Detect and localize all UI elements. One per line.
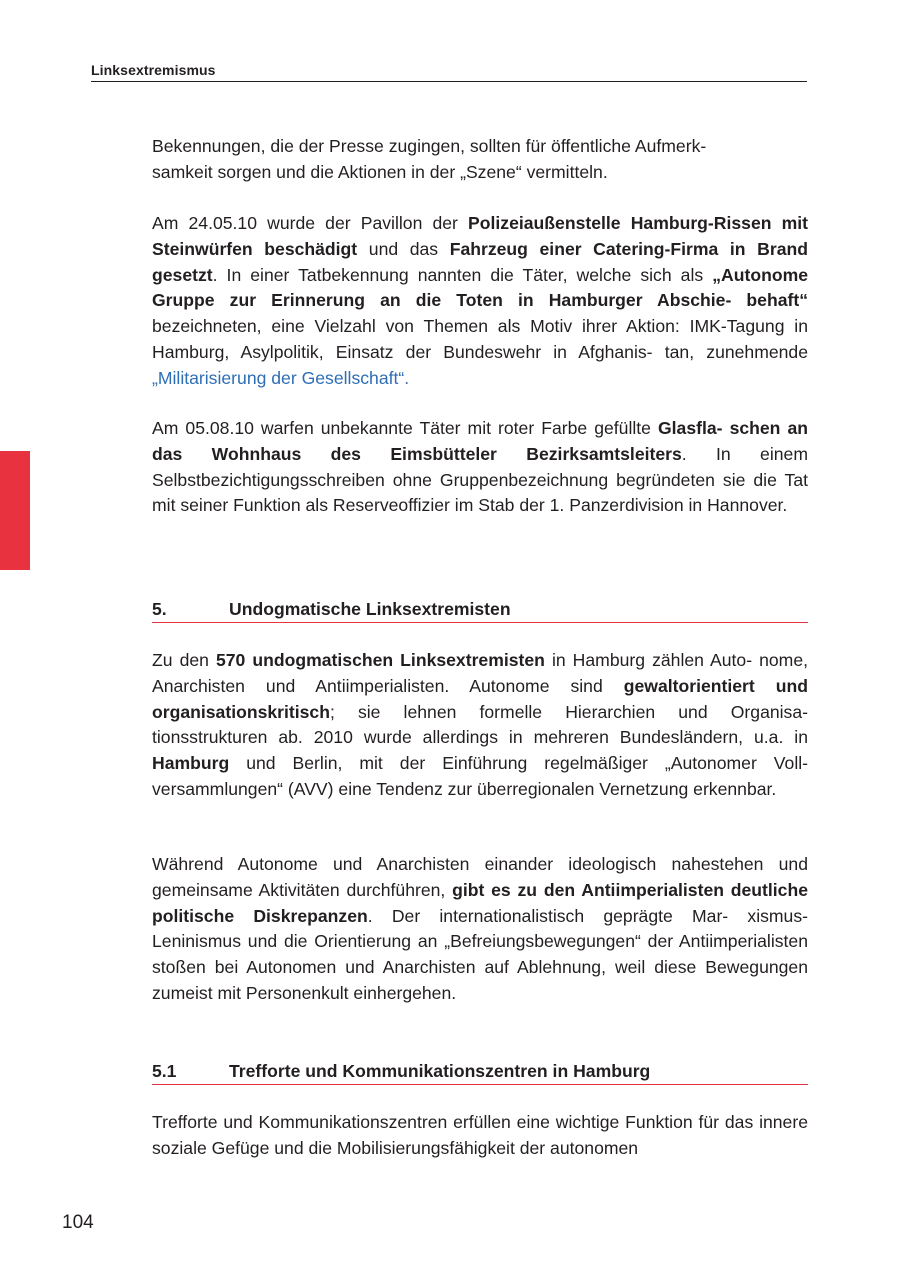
p3-bold: schen an das Wohnhaus des Eimsbütteler Bezirksamtsleiters xyxy=(152,418,808,464)
p5-text: xismus-Leninismus und die Orientierung an „Befreiungsbewegungen“ der Antiimperialisten stoßen bei Autonomen und Anarchisten auf Ablehnung, weil diese Bewegungen zumeist mit Personenkult einhergehen. xyxy=(152,905,808,1003)
paragraph-1-line-2: samkeit sorgen und die Aktionen in der „Szene“ vermitteln. xyxy=(152,161,608,182)
p4-text: und Berlin, mit der Einführung regelmäßiger „Autonomer Voll- xyxy=(229,753,808,774)
paragraph-5 xyxy=(152,852,808,1007)
p5-text: Während Autonome und Anarchisten einander ideologisch nahestehen und gemeinsame Aktivitäten durchführen, xyxy=(152,854,808,900)
section-heading-5 xyxy=(152,597,808,623)
p5-bold: gibt es zu den Antiimperialisten deutliche politische Diskrepanzen xyxy=(152,879,809,926)
chapter-tab-marker xyxy=(0,451,30,570)
section-title: Undogmatische Linksextremisten xyxy=(229,599,511,619)
page-number: 104 xyxy=(62,1212,94,1233)
p4-text: versammlungen“ (AVV) eine Tendenz zur überregionalen Vernetzung erkennbar. xyxy=(152,778,777,799)
paragraph-2 xyxy=(152,211,808,392)
paragraph-1 xyxy=(152,134,808,186)
running-head: Linksextremismus xyxy=(91,62,807,82)
p2-text: tan, zunehmende xyxy=(664,341,809,362)
p2-text: und das xyxy=(357,238,450,259)
p4-text: nome, Anarchisten und Antiimperialisten. Autonome sind xyxy=(152,650,809,696)
p4-text: Zu den xyxy=(152,650,216,670)
paragraph-6: Trefforte und Kommunikationszentren erfüllen eine wichtige Funktion für das innere soziale Gefüge und die Mobilisierungsfähigkeit der autonomen xyxy=(152,1112,808,1158)
p4-bold: Hamburg xyxy=(152,753,230,774)
p3-bold: Glasfla- xyxy=(657,418,723,438)
p4-bold: gewaltorientiert und organisationskritisch xyxy=(152,675,808,722)
p5-text: . Der internationalistisch geprägte Mar- xyxy=(367,905,729,926)
section-heading-5-1 xyxy=(152,1059,808,1085)
p4-text: ; sie lehnen formelle Hierarchien und Organisa- xyxy=(329,701,808,722)
p4-bold: 570 undogmatischen Linksextremisten xyxy=(215,650,545,670)
p2-bold: behaft“ xyxy=(746,290,808,311)
p2-text: bezeichneten, eine Vielzahl von Themen als Motiv ihrer Aktion: IMK-Tagung in Hamburg, Asylpolitik, Einsatz der Bundeswehr in Afghanis- xyxy=(152,316,808,362)
militarisierung-link[interactable]: „Militarisierung der Gesellschaft“. xyxy=(152,367,410,388)
paragraph-3 xyxy=(152,416,808,519)
paragraph-1-line-1: Bekennungen, die der Presse zugingen, sollten für öffentliche Aufmerk- xyxy=(152,136,707,156)
section-number: 5.1 xyxy=(152,1061,177,1081)
p2-text: Am 24.05.10 wurde der Pavillon der xyxy=(152,213,469,233)
p2-bold: Polizeiaußenstelle Hamburg-Rissen mit Steinwürfen beschädigt xyxy=(152,213,808,259)
section-title: Trefforte und Kommunikationszentren in Hamburg xyxy=(229,1061,651,1081)
p3-text: . In einem Selbstbezichtigungsschreiben ohne Gruppenbezeichnung begründeten sie die Tat mit seiner Funktion als Reserveoffizier im Stab der 1. Panzerdivision in Hannover. xyxy=(152,443,808,516)
section-number: 5. xyxy=(152,599,167,619)
p4-text: tionsstrukturen ab. 2010 wurde allerdings in mehreren Bundesländern, u.a. in xyxy=(152,727,808,748)
p2-bold: Fahrzeug einer Catering-Firma in Brand gesetzt xyxy=(152,238,808,285)
p4-text: in Hamburg zählen Auto- xyxy=(544,650,753,670)
paragraph-4 xyxy=(152,648,808,803)
p2-text: . In einer Tatbekennung nannten die Täter, welche sich als xyxy=(212,264,713,285)
p3-text: Am 05.08.10 warfen unbekannte Täter mit roter Farbe gefüllte xyxy=(152,418,658,438)
p2-bold: „Autonome Gruppe zur Erinnerung an die Toten in Hamburger Abschie- xyxy=(152,264,808,311)
